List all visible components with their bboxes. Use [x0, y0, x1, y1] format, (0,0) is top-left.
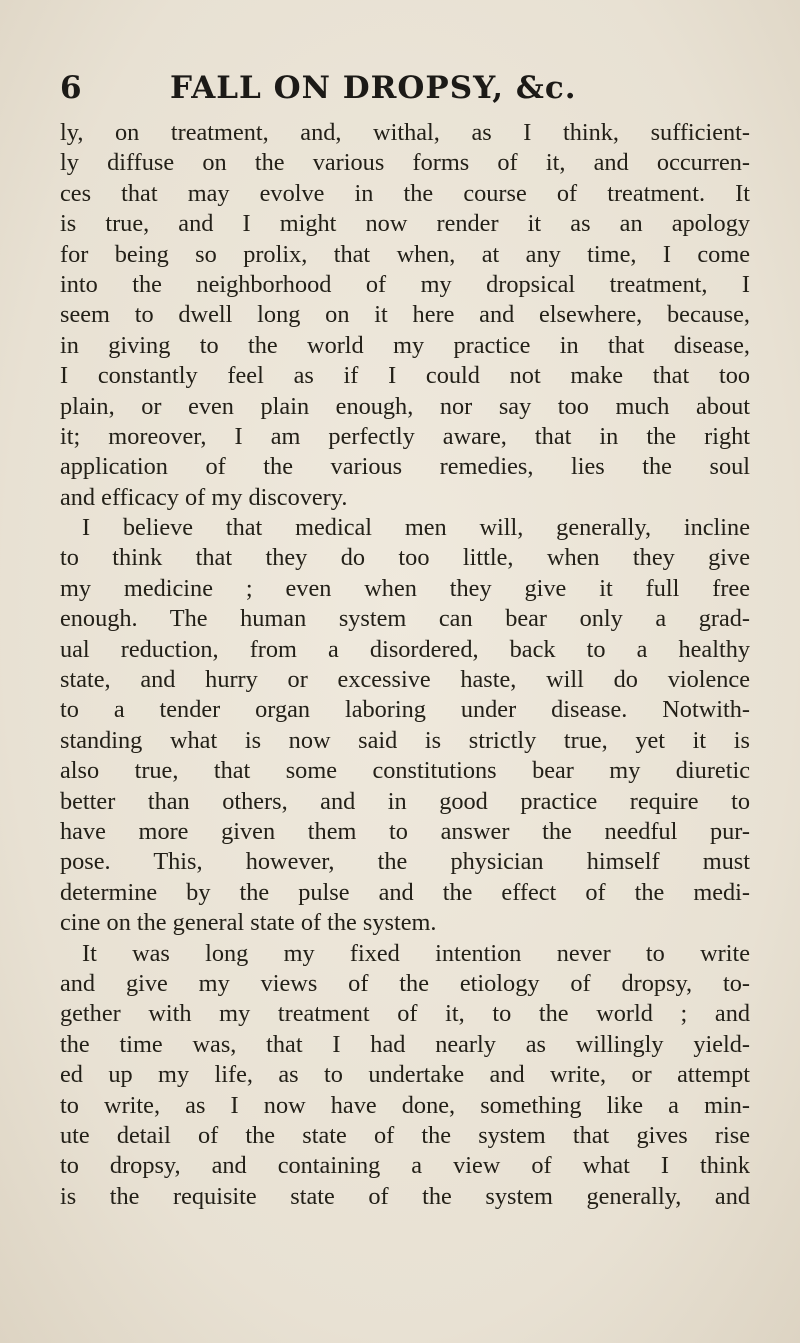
text-line: the time was, that I had nearly as willingly yield- [60, 1030, 750, 1058]
text-line: ly, on treatment, and, withal, as I think, sufficient- [60, 119, 750, 146]
text-line: ly diffuse on the various forms of it, and occurren- [60, 149, 750, 177]
text-line: into the neighborhood of my dropsical treatment, I [60, 270, 750, 298]
text-line: gether with my treatment of it, to the world ; and [60, 1000, 750, 1028]
text-line: to write, as I now have done, something like a min- [60, 1091, 750, 1119]
page-number: 6 [60, 70, 82, 106]
text-line: is true, and I might now render it as an apology [60, 210, 750, 238]
text-line: to think that they do too little, when they give [60, 544, 750, 572]
text-line: seem to dwell long on it here and elsewhere, because, [60, 301, 750, 329]
paragraph-3 [60, 939, 750, 1213]
text-line: have more given them to answer the needful pur- [60, 817, 750, 845]
text-line: to dropsy, and containing a view of what I think [60, 1152, 750, 1180]
text-line: ed up my life, as to undertake and write, or attempt [60, 1061, 750, 1089]
paragraph-2 [60, 513, 750, 938]
page-header [60, 70, 760, 114]
text-line: also true, that some constitutions bear my diuretic [60, 757, 750, 785]
text-line: enough. The human system can bear only a grad- [60, 605, 750, 633]
text-line: is the requisite state of the system generally, and [60, 1182, 750, 1210]
text-line: determine by the pulse and the effect of the medi- [60, 878, 750, 906]
text-line: it; moreover, I am perfectly aware, that in the right [60, 422, 750, 450]
text-line: ces that may evolve in the course of treatment. It [60, 179, 750, 207]
text-line: in giving to the world my practice in that disease, [60, 331, 750, 359]
text-line: cine on the general state of the system. [60, 909, 437, 937]
text-line: It was long my fixed intention never to write [82, 939, 750, 967]
paragraph-1 [60, 118, 750, 513]
text-line: standing what is now said is strictly true, yet it is [60, 726, 750, 754]
text-line: and efficacy of my discovery. [60, 483, 348, 511]
text-line: ute detail of the state of the system that gives rise [60, 1121, 750, 1149]
text-line: pose. This, however, the physician himself must [60, 848, 750, 876]
text-line: I believe that medical men will, generally, incline [82, 514, 750, 542]
text-line: plain, or even plain enough, nor say too much about [60, 392, 750, 420]
running-head: FALL ON DROPSY, &c. [170, 70, 577, 106]
text-line: to a tender organ laboring under disease. Notwith- [60, 696, 750, 724]
text-line: for being so prolix, that when, at any time, I come [60, 240, 750, 268]
text-line: ual reduction, from a disordered, back to a healthy [60, 635, 750, 663]
text-line: I constantly feel as if I could not make that too [60, 362, 750, 390]
body-text [60, 118, 750, 1212]
text-line: better than others, and in good practice require to [60, 787, 750, 815]
text-line: my medicine ; even when they give it full free [60, 574, 750, 602]
text-line: state, and hurry or excessive haste, will do violence [60, 666, 750, 694]
text-line: application of the various remedies, lies the soul [60, 453, 750, 481]
text-line: and give my views of the etiology of dropsy, to- [60, 969, 750, 997]
